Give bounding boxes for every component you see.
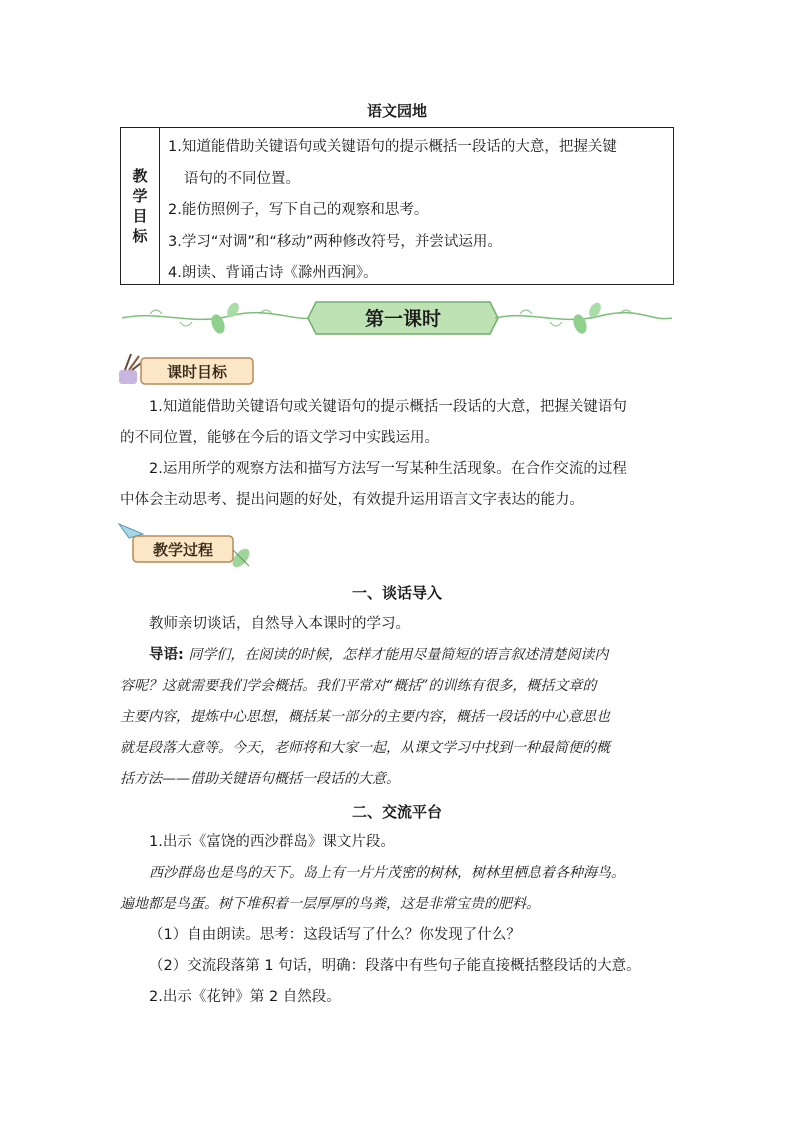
text-line: 主要内容，提炼中心思想，概括某一部分的主要内容，概括一段话的中心意思也 — [120, 709, 610, 725]
objective-line: 4.朗读、背诵古诗《滁州西涧》。 — [168, 265, 378, 281]
text-line: （1）自由朗读。思考：这段话写了什么？你发现了什么？ — [149, 927, 521, 943]
objectives-side-label — [121, 128, 160, 284]
text-line: 同学们，在阅读的时候，怎样才能用尽量简短的语言叙述清楚阅读内 — [188, 647, 609, 663]
side-char: 学 — [132, 187, 148, 205]
vine-left-icon — [122, 301, 320, 336]
excerpt-line: 遍地都是鸟蛋。树下堆积着一层厚厚的鸟粪，这是非常宝贵的肥料。 — [120, 896, 540, 912]
objective-line: 语句的不同位置。 — [184, 170, 300, 187]
guide-label: 导语: — [149, 647, 184, 663]
text-line: 2.运用所学的观察方法和描写方法写一写某种生活现象。在合作交流的过程 — [149, 461, 627, 477]
lesson-banner-title: 第一课时 — [364, 308, 442, 330]
section-label-process — [117, 522, 257, 570]
section-label-text: 教学过程 — [152, 541, 214, 559]
section-label-text: 课时目标 — [166, 363, 228, 381]
text-line: （2）交流段落第 1 句话，明确：段落中有些句子能直接概括整段话的大意。 — [149, 958, 641, 974]
objectives-list — [168, 132, 667, 290]
side-char: 教 — [132, 167, 148, 185]
text-line: 1.出示《富饶的西沙群岛》课文片段。 — [149, 834, 395, 850]
objective-line: 3.学习“对调”和“移动”两种修改符号，并尝试运用。 — [168, 233, 502, 250]
heading-exchange: 二、交流平台 — [351, 803, 442, 821]
section-label-objectives — [117, 350, 257, 390]
excerpt-line: 西沙群岛也是鸟的天下。岛上有一片片茂密的树林，树林里栖息着各种海鸟。 — [149, 865, 625, 881]
objective-line: 1.知道能借助关键语句或关键语句的提示概括一段话的大意，把握关键 — [168, 139, 617, 155]
lesson-banner — [120, 296, 674, 340]
guide-paragraph — [120, 640, 674, 795]
heading-intro: 一、谈话导入 — [351, 584, 442, 602]
text-line: 1.知道能借助关键语句或关键语句的提示概括一段话的大意，把握关键语句 — [149, 399, 627, 415]
side-char: 目 — [132, 207, 148, 225]
text-line: 的不同位置，能够在今后的语文学习中实践运用。 — [120, 430, 439, 446]
text-line: 教师亲切谈话，自然导入本课时的学习。 — [149, 616, 410, 632]
text-line: 括方法——借助关键语句概括一段话的大意。 — [120, 771, 400, 787]
objectives-paragraph — [120, 392, 674, 516]
text-line: 容呢？这就需要我们学会概括。我们平常对“概括”的训练有很多，概括文章的 — [120, 678, 597, 694]
text-line: 就是段落大意等。今天，老师将和大家一起，从课文学习中找到一种最简便的概 — [120, 740, 610, 756]
side-char: 标 — [132, 227, 148, 245]
intro-line — [120, 609, 674, 640]
objectives-table — [120, 127, 674, 285]
vine-right-icon — [495, 301, 672, 336]
text-line: 中体会主动思考、提出问题的好处，有效提升运用语言文字表达的能力。 — [120, 492, 584, 508]
objective-line: 2.能仿照例子，写下自己的观察和思考。 — [168, 202, 429, 218]
text-line: 2.出示《花钟》第 2 自然段。 — [149, 989, 341, 1005]
page-title: 语文园地 — [366, 102, 427, 120]
exchange-content — [120, 827, 674, 1013]
